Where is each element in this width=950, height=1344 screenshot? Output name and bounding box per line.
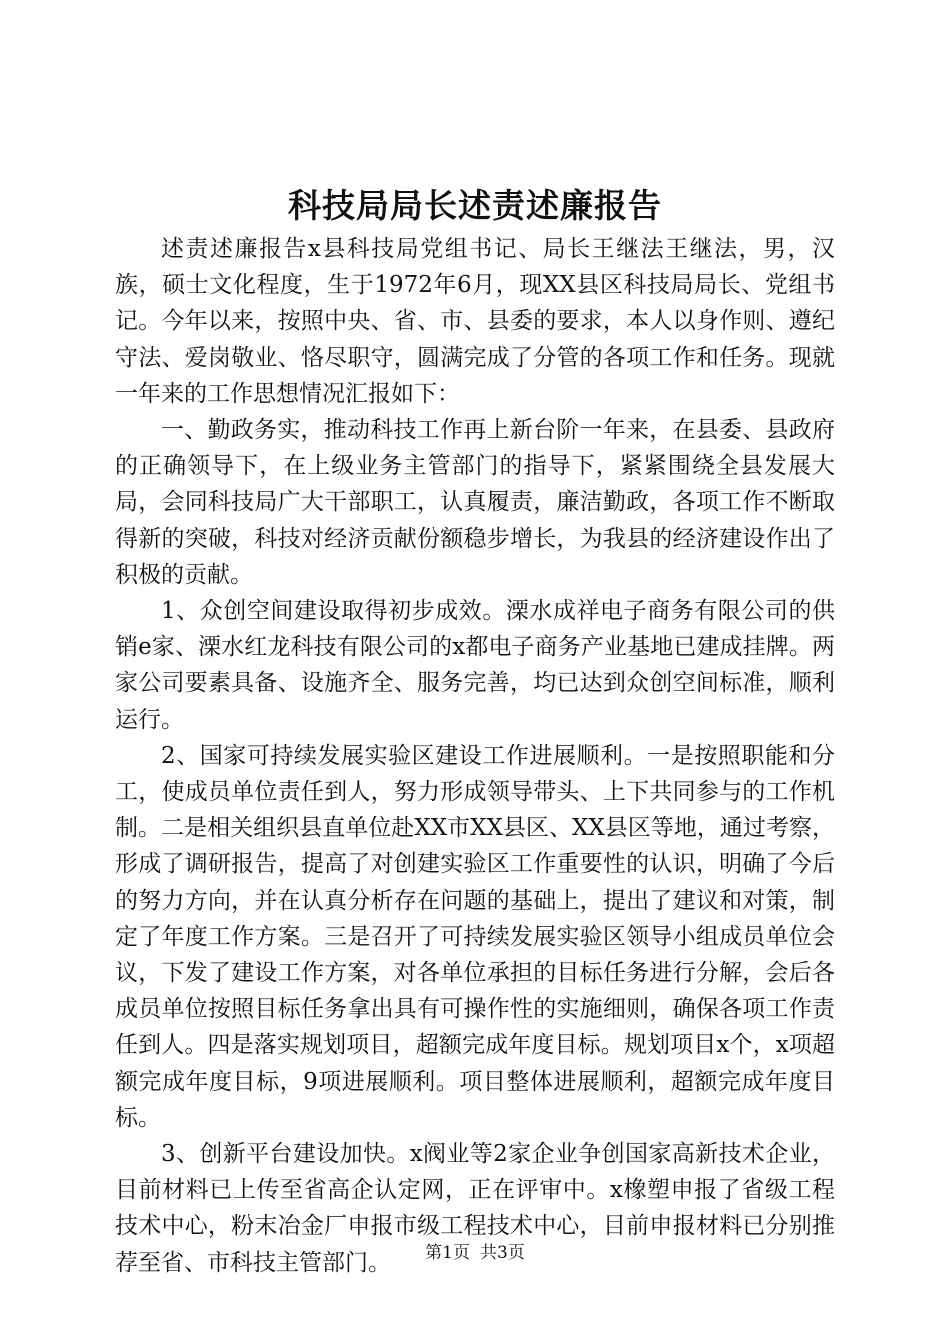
paragraph-intro: 述责述廉报告x县科技局党组书记、局长王继法王继法，男，汉族，硕士文化程度，生于1972年6月，现XX县区科技局局长、党组书记。今年以来，按照中央、省、市、县委的要求，本人以身作则、遵纪守法、爱岗敬业、恪尽职守，圆满完成了分管的各项工作和任务。现就一年来的工作思想情况汇报如下：: [115, 236, 835, 407]
paragraph-item-3: 3、创新平台建设加快。x阀业等2家企业争创国家高新技术企业，目前材料已上传至省高企认定网，正在评审中。x橡塑申报了省级工程技术中心，粉末冶金厂申报市级工程技术中心，目前申报材料已分别推荐至省、市科技主管部门。: [115, 1141, 835, 1276]
paragraph-item-2: 2、国家可持续发展实验区建设工作进展顺利。一是按照职能和分工，使成员单位责任到人，努力形成领导带头、上下共同参与的工作机制。二是相关组织县直单位赴XX市XX县区、XX县区等地，通过考察，形成了调研报告，提高了对创建实验区工作重要性的认识，明确了今后的努力方向，并在认真分析存在问题的基础上，提出了建议和对策，制定了年度工作方案。三是召开了可持续发展实验区领导小组成员单位会议，下发了建设工作方案，对各单位承担的目标任务进行分解，会后各成员单位按照目标任务拿出具有可操作性的实施细则，确保各项工作责任到人。四是落实规划项目，超额完成年度目标。规划项目x个，x项超额完成年度目标，9项进展顺利。项目整体进展顺利，超额完成年度目标。: [115, 742, 835, 1131]
document-body: [115, 231, 835, 1281]
page-number: 第1页: [425, 1243, 470, 1263]
paragraph-item-1: 1、众创空间建设取得初步成效。溧水成祥电子商务有限公司的供销e家、溧水红龙科技有限公司的x都电子商务产业基地已建成挂牌。两家公司要素具备、设施齐全、服务完善，均已达到众创空间标准，顺利运行。: [115, 598, 835, 733]
page-footer: [0, 1241, 950, 1265]
page-total: 共3页: [480, 1243, 525, 1263]
document-title: 科技局局长述责述廉报告: [288, 186, 662, 225]
paragraph-section-1: 一、勤政务实，推动科技工作再上新台阶一年来，在县委、县政府的正确领导下，在上级业务主管部门的指导下，紧紧围绕全县发展大局，会同科技局广大干部职工，认真履责，廉洁勤政，各项工作不断取得新的突破，科技对经济贡献份额稳步增长，为我县的经济建设作出了积极的贡献。: [115, 417, 835, 588]
